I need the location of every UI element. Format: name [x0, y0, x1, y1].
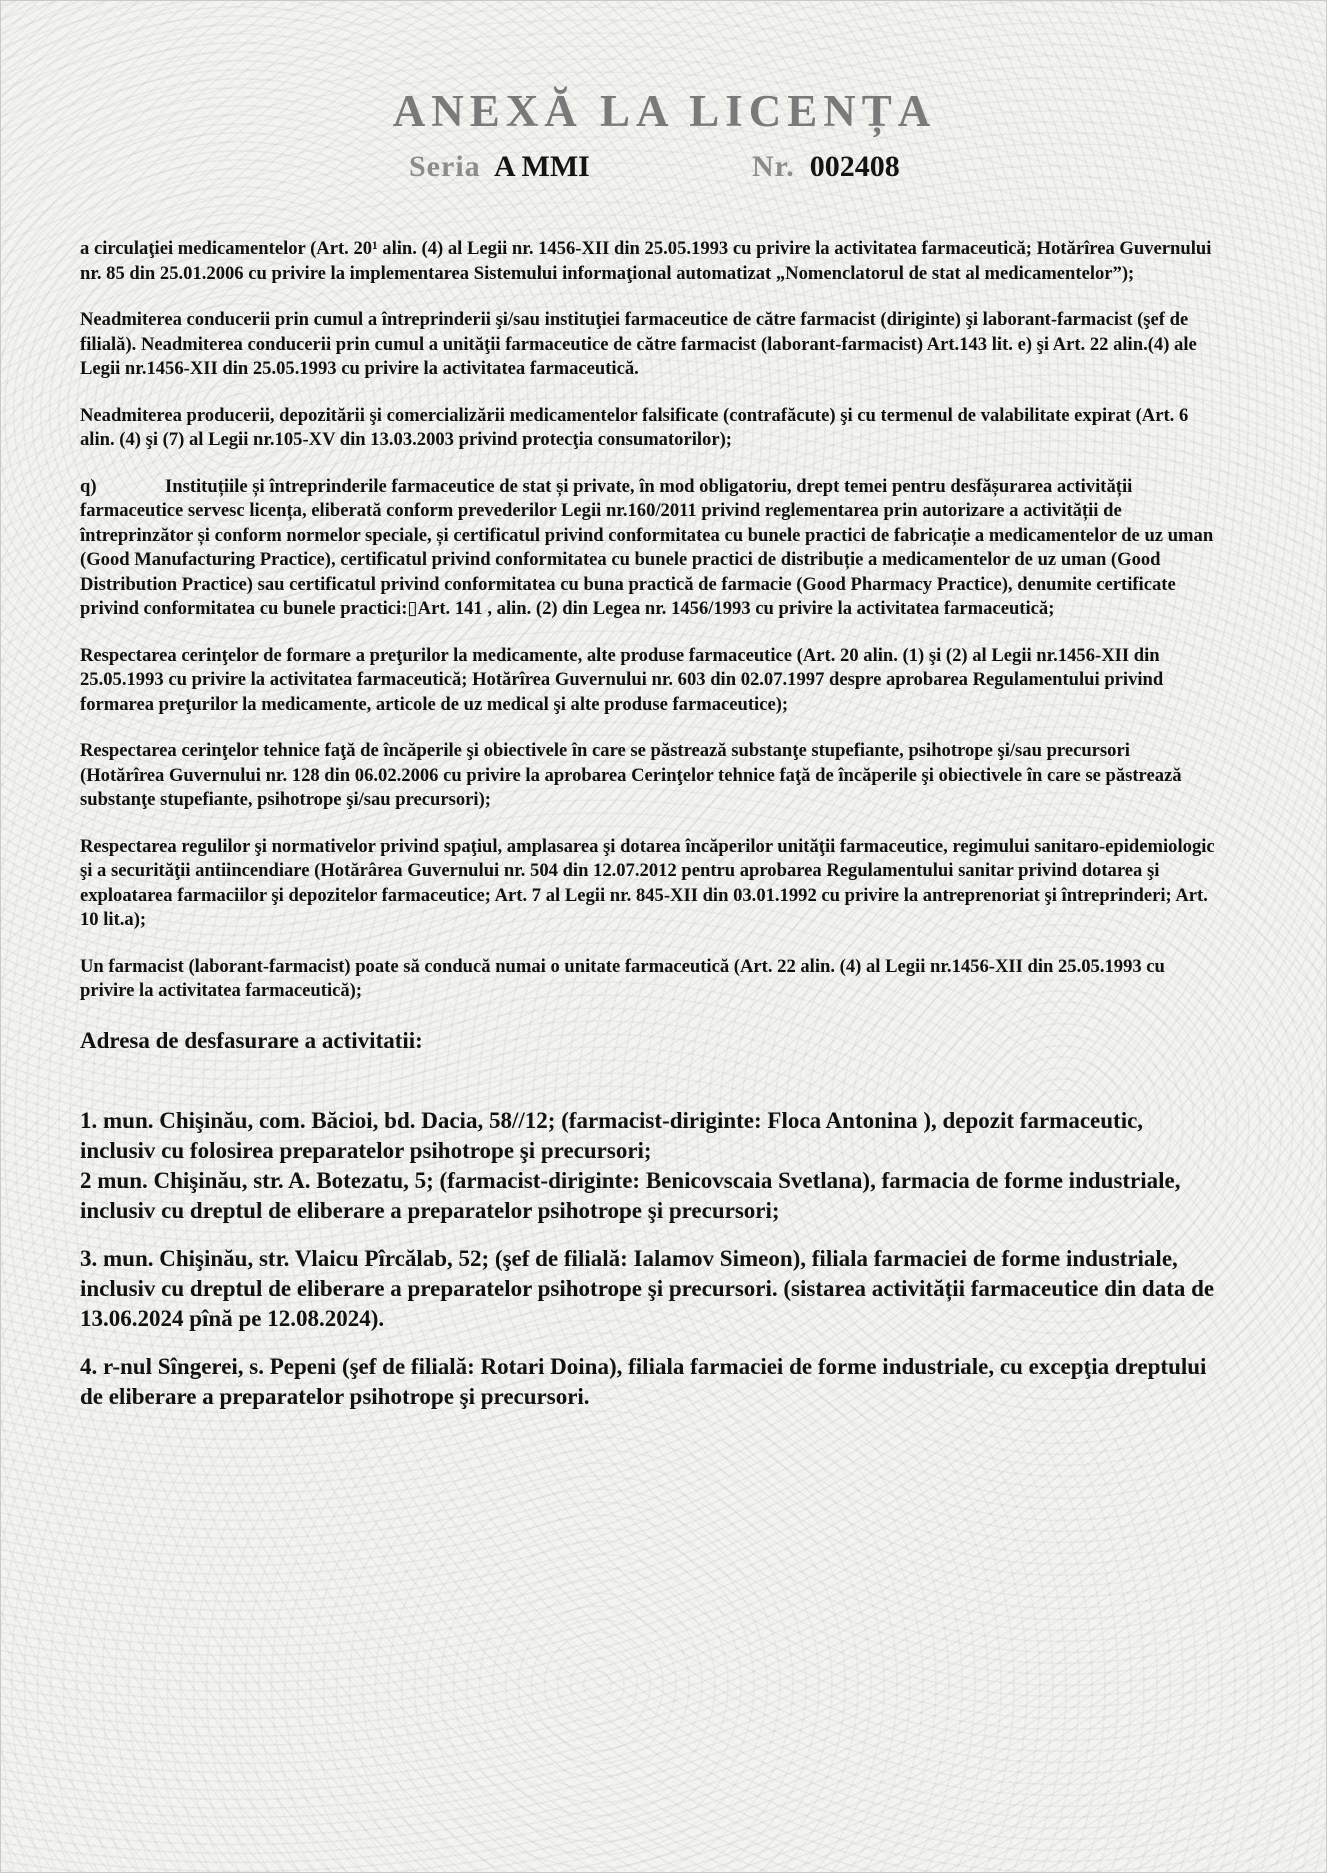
paragraph-falsificate: Neadmiterea producerii, depozitării şi comercializării medicamentelor falsificate (contrafăcute) şi cu termenul de valabilitate expirat (Art. 6 alin. (4) şi (7) al Legii nr.105-XV din 13.03.2003 privind protecţia consumatorilor); — [80, 404, 1189, 450]
address-item-2: 2 mun. Chişinău, str. A. Botezatu, 5; (farmacist-diriginte: Benicovscaia Svetlana), farmacia de forme industriale, inclusiv cu dreptul de eliberare a preparatelor psihotrope şi precursori; — [80, 1167, 1181, 1223]
number-label: Nr. — [752, 150, 795, 183]
paragraph-circulatie: a circulaţiei medicamentelor (Art. 20¹ alin. (4) al Legii nr. 1456-XII din 25.05.1993 cu privire la activitatea farmaceutică; Hotărîrea Guvernului nr. 85 din 25.01.2006 cu privire la implementarea Sistemului informaţional automatizat „Nomenclatorul de stat al medicamentelor”); — [80, 238, 1212, 284]
document-body — [80, 237, 1217, 1412]
address-item-4: 4. r-nul Sîngerei, s. Pepeni (şef de filială: Rotari Doina), filiala farmaciei de forme industriale, cu excepţia dreptului de eliberare a preparatelor psihotrope şi precursori. — [80, 1353, 1207, 1409]
paragraph-farmacist: Un farmacist (laborant-farmacist) poate să conducă numai o unitate farmaceutică (Art. 22 alin. (4) al Legii nr.1456-XII din 25.05.1993 cu privire la activitatea farmaceutică); — [80, 955, 1165, 1001]
paragraph-q-marker: q) — [80, 475, 97, 497]
document-header — [1, 83, 1327, 189]
paragraph-spatiu: Respectarea regulilor şi normativelor privind spaţiul, amplasarea şi dotarea încăperilor unităţii farmaceutice, regimului sanitaro-epidemiologic şi a securităţii antiincendiare (Hotărârea Guvernului nr. 504 din 12.07.2012 pentru aprobarea Regulamentului sanitar privind dotarea şi exploatarea farmaciilor şi depozitelor farmaceutice; Art. 7 al Legii nr. 845-XII din 03.01.1992 cu privire la antreprenoriat şi întreprinderi; Art. 10 lit.a); — [80, 835, 1215, 930]
address-item-3: 3. mun. Chişinău, str. Vlaicu Pîrcălab, 52; (şef de filială: Ialamov Simeon), filiala farmaciei de forme industriale, inclusiv cu dreptul de eliberare a preparatelor psihotrope şi precursori. (sistarea activității farmaceutice din data de 13.06.2024 pînă pe 12.08.2024). — [80, 1245, 1215, 1331]
number-group — [752, 145, 900, 189]
paragraph-cumul: Neadmiterea conducerii prin cumul a întreprinderii şi/sau instituţiei farmaceutice de către farmacist (diriginte) şi laborant-farmacist (şef de filială). Neadmiterea conducerii prin cumul a unităţii farmaceutice de către farmacist (laborant-farmacist) Art.143 lit. e) şi Art. 22 alin.(4) ale Legii nr.1456-XII din 25.05.1993 cu privire la activitatea farmaceutică. — [80, 309, 1197, 379]
seria-group — [409, 145, 590, 189]
paragraph-stupefiante: Respectarea cerinţelor tehnice faţă de încăperile şi obiectivele în care se păstrează substanţe stupefiante, psihotrope şi/sau precursori (Hotărîrea Guvernului nr. 128 din 06.02.2006 cu privire la aprobarea Cerinţelor tehnice faţă de încăperile şi obiectivele în care se păstrează substanţe stupefiante, psihotrope şi/sau precursori); — [80, 740, 1182, 810]
paragraph-q — [80, 475, 1217, 622]
number-value: 002408 — [809, 150, 900, 183]
address-item-1: 1. mun. Chişinău, com. Băcioi, bd. Dacia, 58//12; (farmacist-diriginte: Floca Antonina ), depozit farmaceutic, inclusiv cu folosirea preparatelor psihotrope şi precursori; — [80, 1107, 1144, 1163]
address-heading: Adresa de desfasurare a activitatii: — [80, 1027, 423, 1053]
seria-label: Seria — [409, 150, 481, 183]
paragraph-q-text: Instituțiile și întreprinderile farmaceutice de stat și private, în mod obligatoriu, drept temei pentru desfășurarea activității farmaceutice servesc licența, eliberată conform prevederilor Legii nr.160/2011 privind reglementarea prin autorizare a activității de întreprinzător și conform normelor speciale, și certificatul privind conformitatea cu bunele practici de fabricație a medicamentelor de uz uman (Good Manufacturing Practice), certificatul privind conformitatea cu bunele practici de distribuție a medicamentelor de uz uman (Good Distribution Practice) sau certificatul privind conformitatea cu buna practică de farmacie (Good Pharmacy Practice), denumite certificate privind conformitatea cu bunele practici:▯Art. 141 , alin. (2) din Legea nr. 1456/1993 cu privire la activitatea farmaceutică; — [80, 475, 1214, 619]
paragraph-preturi: Respectarea cerinţelor de formare a preţurilor la medicamente, alte produse farmaceutice (Art. 20 alin. (1) şi (2) al Legii nr.1456-XII din 25.05.1993 cu privire la activitatea farmaceutică; Hotărîrea Guvernului nr. 603 din 02.07.1997 despre aprobarea Regulamentului privind formarea preţurilor la medicamente, articole de uz medical şi alte produse farmaceutice); — [80, 644, 1164, 715]
serial-line — [1, 145, 1327, 189]
document-title: ANEXĂ LA LICENȚA — [392, 86, 937, 136]
seria-value: A MMI — [494, 150, 590, 183]
